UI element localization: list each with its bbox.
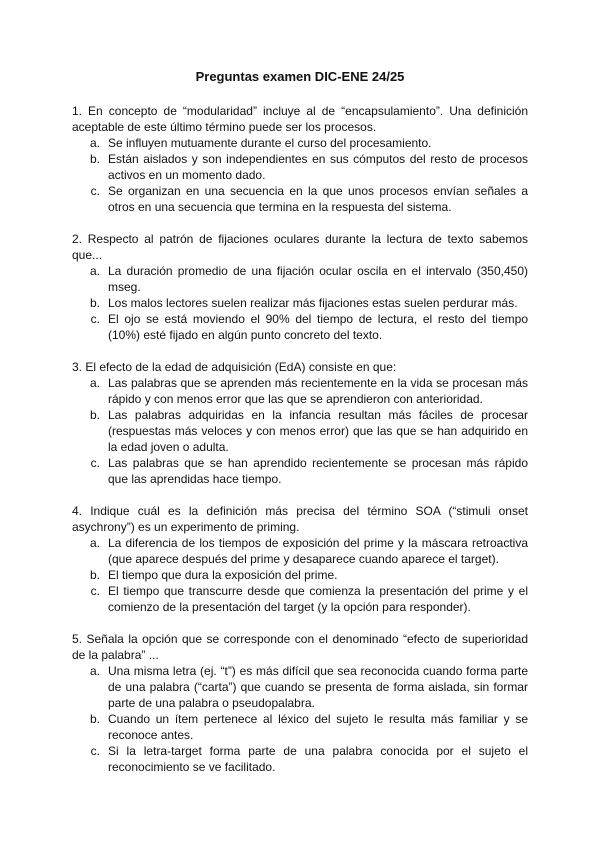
option-text: El ojo se está moviendo el 90% del tiempo de lectura, el resto del tiempo (10%) esté fijado en algún punto concreto del texto. xyxy=(108,312,528,342)
question-2 xyxy=(72,231,528,343)
question-4 xyxy=(72,503,528,615)
option-letter: b. xyxy=(89,568,100,582)
option-letter: c. xyxy=(90,744,100,758)
option-b xyxy=(72,711,528,743)
option-text: El tiempo que dura la exposición del prime. xyxy=(108,568,338,582)
page-title: Preguntas examen DIC-ENE 24/25 xyxy=(195,69,405,84)
question-5 xyxy=(72,631,528,775)
option-b xyxy=(72,567,528,583)
option-letter: c. xyxy=(90,184,100,198)
question-text: 2. Respecto al patrón de fijaciones oculares durante la lectura de texto sabemos que... xyxy=(72,232,528,262)
option-letter: b. xyxy=(89,152,100,166)
option-letter: b. xyxy=(89,408,100,422)
question-3 xyxy=(72,359,528,487)
option-letter: c. xyxy=(90,456,100,470)
question-text: 3. El efecto de la edad de adquisición (EdA) consiste en que: xyxy=(72,360,397,374)
option-text: Las palabras adquiridas en la infancia resultan más fáciles de procesar (respuestas más veloces y con menos error) que las que se han adquirido en la edad joven o adulta. xyxy=(108,408,528,454)
question-list xyxy=(72,103,528,791)
option-list xyxy=(72,263,528,343)
question-1 xyxy=(72,103,528,215)
option-text: El tiempo que transcurre desde que comienza la presentación del prime y el comienzo de la presentación del target (y la opción para responder). xyxy=(108,584,528,614)
option-list xyxy=(72,535,528,615)
option-text: Las palabras que se han aprendido recientemente se procesan más rápido que las aprendidas hace tiempo. xyxy=(108,456,528,486)
option-text: Los malos lectores suelen realizar más fijaciones estas suelen perdurar más. xyxy=(108,296,518,310)
option-text: Cuando un ítem pertenece al léxico del sujeto le resulta más familiar y se reconoce antes. xyxy=(108,712,528,742)
question-text: 1. En concepto de “modularidad” incluye al de “encapsulamiento”. Una definición aceptable de este último término puede ser los procesos. xyxy=(72,104,528,134)
option-letter: b. xyxy=(89,296,100,310)
option-text: Se organizan en una secuencia en la que unos procesos envían señales a otros en una secuencia que termina en la respuesta del sistema. xyxy=(108,184,528,214)
option-text: La diferencia de los tiempos de exposición del prime y la máscara retroactiva (que aparece después del prime y desaparece cuando aparece el target). xyxy=(108,536,528,566)
option-c xyxy=(72,183,528,215)
option-list xyxy=(72,375,528,487)
option-letter: a. xyxy=(89,136,100,150)
option-text: Si la letra-target forma parte de una palabra conocida por el sujeto el reconocimiento se ve facilitado. xyxy=(108,744,528,774)
option-text: La duración promedio de una fijación ocular oscila en el intervalo (350,450) mseg. xyxy=(108,264,528,294)
option-text: Se influyen mutuamente durante el curso del procesamiento. xyxy=(108,136,432,150)
option-a xyxy=(72,375,528,407)
option-a xyxy=(72,535,528,567)
option-list xyxy=(72,135,528,215)
option-letter: c. xyxy=(90,584,100,598)
option-letter: a. xyxy=(89,536,100,550)
option-b xyxy=(72,151,528,183)
option-b xyxy=(72,295,528,311)
option-a xyxy=(72,663,528,711)
option-letter: b. xyxy=(89,712,100,726)
option-b xyxy=(72,407,528,455)
option-text: Las palabras que se aprenden más recientemente en la vida se procesan más rápido y con menos error que las que se aprendieron con anterioridad. xyxy=(108,376,528,406)
option-list xyxy=(72,663,528,775)
option-letter: a. xyxy=(89,264,100,278)
option-text: Una misma letra (ej. “t”) es más difícil que sea reconocida cuando forma parte de una palabra (“carta”) que cuando se presenta de forma aislada, sin formar parte de una palabra o pseudopalabra. xyxy=(108,664,528,710)
option-letter: c. xyxy=(90,312,100,326)
option-c xyxy=(72,583,528,615)
option-c xyxy=(72,743,528,775)
question-text: 5. Señala la opción que se corresponde con el denominado “efecto de superioridad de la palabra” ... xyxy=(72,632,528,662)
question-text: 4. Indique cuál es la definición más precisa del término SOA (“stimuli onset asychrony”) es un experimento de priming. xyxy=(72,504,528,534)
option-c xyxy=(72,455,528,487)
option-letter: a. xyxy=(89,664,100,678)
option-text: Están aislados y son independientes en sus cómputos del resto de procesos activos en un momento dado. xyxy=(108,152,528,182)
option-a xyxy=(72,135,528,151)
option-c xyxy=(72,311,528,343)
option-letter: a. xyxy=(89,376,100,390)
option-a xyxy=(72,263,528,295)
